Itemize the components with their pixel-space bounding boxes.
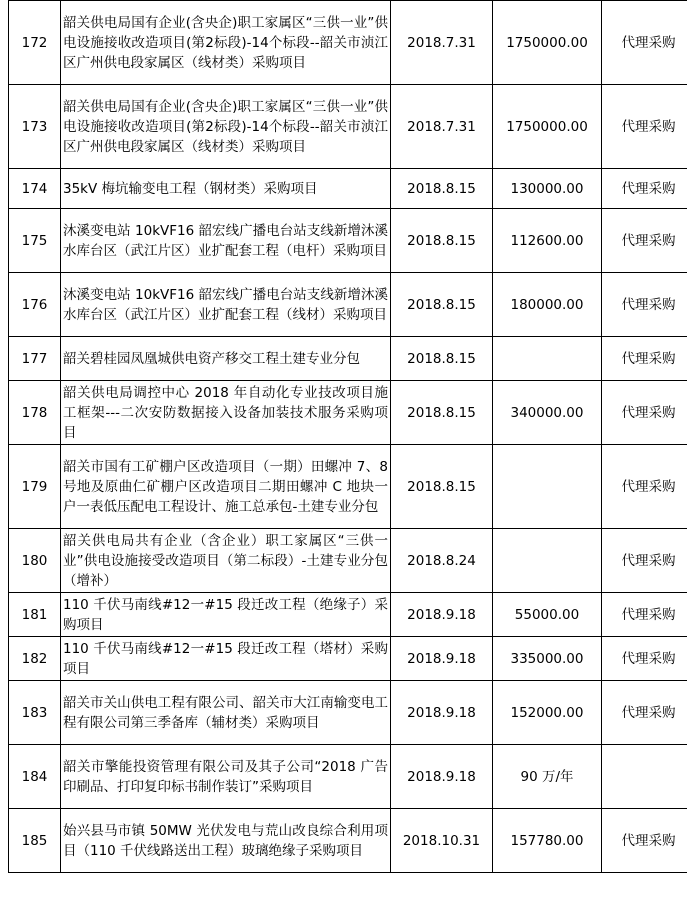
procurement-table — [8, 0, 687, 873]
date-cell: 2018.8.15 — [391, 381, 493, 445]
row-number-cell: 173 — [9, 85, 61, 169]
table-row — [9, 745, 687, 809]
table-row — [9, 337, 687, 381]
amount-cell — [493, 445, 602, 529]
date-cell: 2018.8.15 — [391, 209, 493, 273]
procurement-method-cell: 代理采购 — [602, 85, 687, 169]
project-name-cell: 韶关供电局共有企业（含企业）职工家属区“三供一业”供电设施接受改造项目（第二标段）-土建专业分包（增补） — [61, 529, 391, 593]
table-row — [9, 273, 687, 337]
project-name-cell: 35kV 梅坑输变电工程（钢材类）采购项目 — [61, 169, 391, 209]
table-row — [9, 529, 687, 593]
project-name-cell: 沐溪变电站 10kVF16 韶宏线广播电台站支线新增沐溪水库台区（武江片区）业扩配套工程（电杆）采购项目 — [61, 209, 391, 273]
project-name-cell: 韶关市关山供电工程有限公司、韶关市大江南输变电工程有限公司第三季备库（辅材类）采购项目 — [61, 681, 391, 745]
procurement-method-cell: 代理采购 — [602, 169, 687, 209]
date-cell: 2018.7.31 — [391, 1, 493, 85]
date-cell: 2018.9.18 — [391, 593, 493, 637]
project-name-cell: 始兴县马市镇 50MW 光伏发电与荒山改良综合利用项目（110 千伏线路送出工程）玻璃绝缘子采购项目 — [61, 809, 391, 873]
amount-cell: 157780.00 — [493, 809, 602, 873]
date-cell: 2018.8.15 — [391, 445, 493, 529]
procurement-method-cell: 代理采购 — [602, 445, 687, 529]
table-row — [9, 85, 687, 169]
amount-cell: 340000.00 — [493, 381, 602, 445]
row-number-cell: 182 — [9, 637, 61, 681]
amount-cell: 335000.00 — [493, 637, 602, 681]
table-row — [9, 681, 687, 745]
table-row — [9, 809, 687, 873]
amount-cell: 130000.00 — [493, 169, 602, 209]
row-number-cell: 178 — [9, 381, 61, 445]
date-cell: 2018.8.15 — [391, 273, 493, 337]
date-cell: 2018.10.31 — [391, 809, 493, 873]
procurement-method-cell: 代理采购 — [602, 681, 687, 745]
amount-cell: 55000.00 — [493, 593, 602, 637]
row-number-cell: 175 — [9, 209, 61, 273]
project-name-cell: 韶关供电局国有企业(含央企)职工家属区“三供一业”供电设施接收改造项目(第2标段)-14个标段--韶关市浈江区广州供电段家属区（线材类）采购项目 — [61, 85, 391, 169]
procurement-method-cell: 代理采购 — [602, 809, 687, 873]
procurement-method-cell: 代理采购 — [602, 337, 687, 381]
table-row — [9, 381, 687, 445]
table-row — [9, 209, 687, 273]
project-name-cell: 110 千伏马南线#12一#15 段迁改工程（塔材）采购项目 — [61, 637, 391, 681]
project-name-cell: 韶关碧桂园凤凰城供电资产移交工程土建专业分包 — [61, 337, 391, 381]
amount-cell: 152000.00 — [493, 681, 602, 745]
date-cell: 2018.8.24 — [391, 529, 493, 593]
amount-cell: 1750000.00 — [493, 85, 602, 169]
procurement-table-body — [9, 1, 687, 873]
date-cell: 2018.9.18 — [391, 681, 493, 745]
project-name-cell: 110 千伏马南线#12一#15 段迁改工程（绝缘子）采购项目 — [61, 593, 391, 637]
amount-cell — [493, 337, 602, 381]
procurement-method-cell: 代理采购 — [602, 209, 687, 273]
table-row — [9, 445, 687, 529]
row-number-cell: 180 — [9, 529, 61, 593]
row-number-cell: 185 — [9, 809, 61, 873]
amount-cell: 112600.00 — [493, 209, 602, 273]
table-row — [9, 1, 687, 85]
procurement-method-cell: 代理采购 — [602, 529, 687, 593]
row-number-cell: 183 — [9, 681, 61, 745]
project-name-cell: 韶关市国有工矿棚户区改造项目（一期）田螺冲 7、8 号地及原曲仁矿棚户区改造项目二期田螺冲 C 地块一户一表低压配电工程设计、施工总承包-土建专业分包 — [61, 445, 391, 529]
row-number-cell: 176 — [9, 273, 61, 337]
row-number-cell: 184 — [9, 745, 61, 809]
date-cell: 2018.9.18 — [391, 637, 493, 681]
amount-cell: 180000.00 — [493, 273, 602, 337]
project-name-cell: 韶关供电局调控中心 2018 年自动化专业技改项目施工框架---二次安防数据接入设备加装技术服务采购项目 — [61, 381, 391, 445]
row-number-cell: 181 — [9, 593, 61, 637]
project-name-cell: 韶关供电局国有企业(含央企)职工家属区“三供一业”供电设施接收改造项目(第2标段)-14个标段--韶关市浈江区广州供电段家属区（线材类）采购项目 — [61, 1, 391, 85]
procurement-method-cell — [602, 745, 687, 809]
amount-cell: 1750000.00 — [493, 1, 602, 85]
date-cell: 2018.8.15 — [391, 337, 493, 381]
date-cell: 2018.9.18 — [391, 745, 493, 809]
project-name-cell: 韶关市擎能投资管理有限公司及其子公司“2018 广告印刷品、打印复印标书制作装订”采购项目 — [61, 745, 391, 809]
procurement-method-cell: 代理采购 — [602, 273, 687, 337]
row-number-cell: 172 — [9, 1, 61, 85]
table-row — [9, 637, 687, 681]
row-number-cell: 174 — [9, 169, 61, 209]
table-row — [9, 593, 687, 637]
project-name-cell: 沐溪变电站 10kVF16 韶宏线广播电台站支线新增沐溪水库台区（武江片区）业扩配套工程（线材）采购项目 — [61, 273, 391, 337]
procurement-method-cell: 代理采购 — [602, 593, 687, 637]
procurement-method-cell: 代理采购 — [602, 1, 687, 85]
row-number-cell: 177 — [9, 337, 61, 381]
amount-cell — [493, 529, 602, 593]
date-cell: 2018.7.31 — [391, 85, 493, 169]
date-cell: 2018.8.15 — [391, 169, 493, 209]
procurement-method-cell: 代理采购 — [602, 381, 687, 445]
table-row — [9, 169, 687, 209]
amount-cell: 90 万/年 — [493, 745, 602, 809]
row-number-cell: 179 — [9, 445, 61, 529]
procurement-method-cell: 代理采购 — [602, 637, 687, 681]
